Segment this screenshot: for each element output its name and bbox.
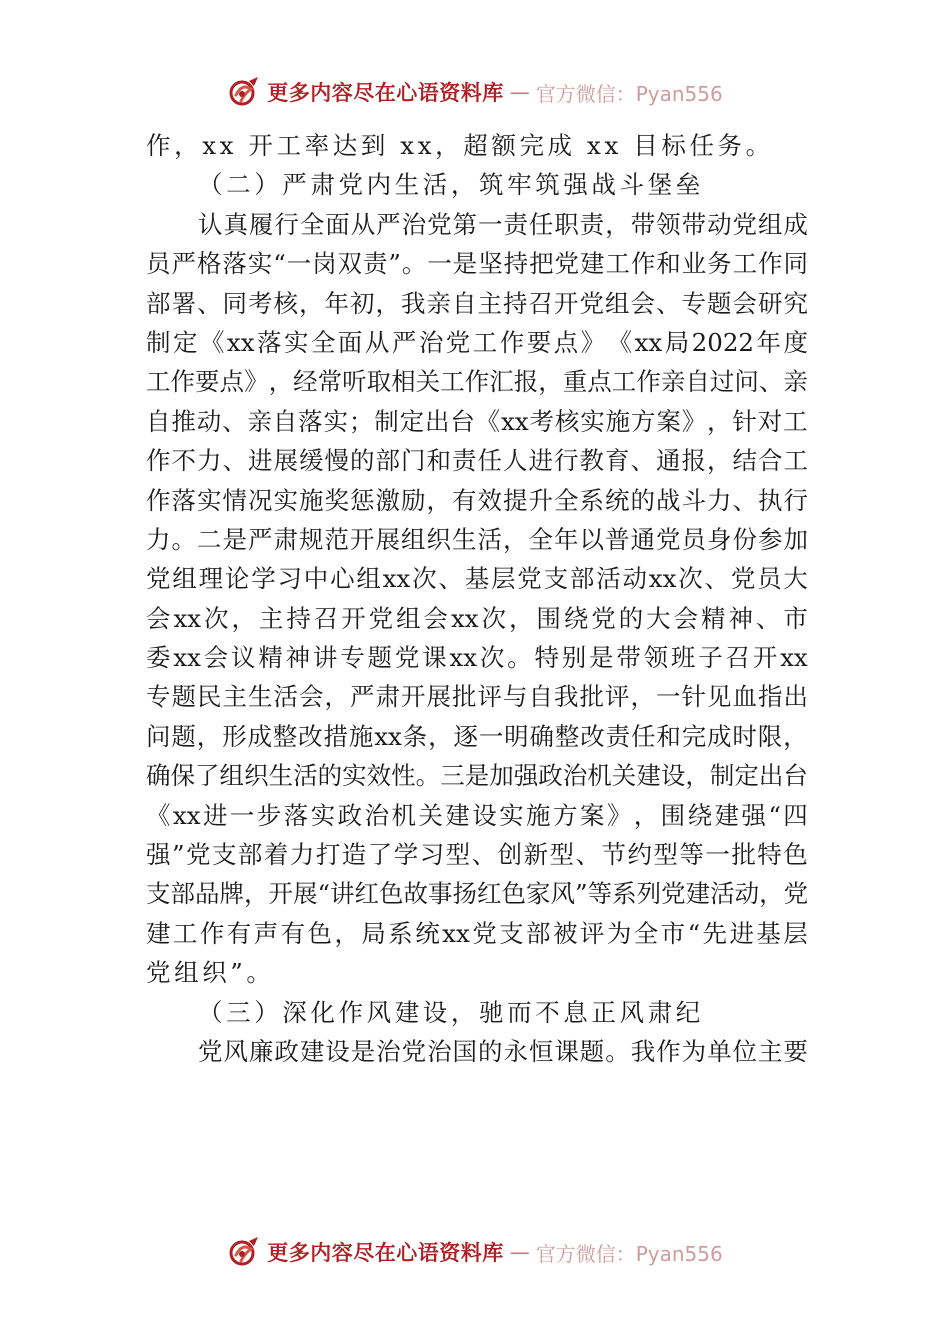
text-line: 力 。 二 是 严 肃 规 范 开 展 组 织 生 活 ， 全 年 以 普 通 党 员 身 份 参 加 bbox=[146, 524, 808, 554]
text-line: 会 xx 次 ， 主 持 召 开 党 组 会 xx 次 ， 围 绕 党 的 大 会 精 神 、 市 bbox=[146, 603, 808, 633]
text-line: 委 xx 会 议 精 神 讲 专 题 党 课 xx 次 。 特 别 是 带 领 班 子 召 开 xx bbox=[146, 643, 808, 673]
header-banner bbox=[0, 72, 950, 112]
text-line: 党 组 理 论 学 习 中 心 组 xx 次 、 基 层 党 支 部 活 动 xx 次 、 党 员 大 bbox=[146, 564, 808, 594]
banner-dash: — bbox=[509, 80, 530, 104]
text-line: 员 严 格 落 实 “ 一 岗 双 责 ” 。 一 是 坚 持 把 党 建 工 作 和 业 务 工 作 同 bbox=[146, 249, 808, 279]
section-heading: （二）严肃党内生活，筑牢筑强战斗堡垒 bbox=[198, 170, 704, 200]
banner-main-text: 更多内容尽在心语资料库 bbox=[267, 80, 504, 105]
text-line: 工 作 要 点 》 ， 经 常 听 取 相 关 工 作 汇 报 ， 重 点 工 作 亲 自 过 问 、 亲 bbox=[146, 367, 808, 397]
text-line: 党 风 廉 政 建 设 是 治 党 治 国 的 永 恒 课 题 。 我 作 为 单 位 主 要 bbox=[198, 1036, 808, 1066]
footer-banner bbox=[0, 1232, 950, 1272]
text-line: 党组织”。 bbox=[146, 958, 275, 988]
text-line: 作，xx 开工率达到 xx，超额完成 xx 目标任务。 bbox=[146, 131, 774, 160]
text-line: 作 落 实 情 况 实 施 奖 惩 激 励 ， 有 效 提 升 全 系 统 的 战 斗 力 、 执 行 bbox=[146, 485, 808, 515]
text-line: 建 工 作 有 声 有 色 ， 局 系 统 xx 党 支 部 被 评 为 全 市 “ 先 进 基 层 bbox=[146, 918, 808, 948]
text-line: 《 xx 进 一 步 落 实 政 治 机 关 建 设 实 施 方 案 》 ， 围 绕 建 强 “ 四 bbox=[146, 800, 808, 830]
text-line: 支 部 品 牌 ， 开 展 “ 讲 红 色 故 事 扬 红 色 家 风 ” 等 系 列 党 建 活 动 ， 党 bbox=[146, 879, 809, 909]
swirl-logo-icon bbox=[227, 1235, 261, 1269]
swirl-logo-icon bbox=[227, 75, 261, 109]
text-line: 确 保 了 组 织 生 活 的 实 效 性 。 三 是 加 强 政 治 机 关 建 设 ， 制 定 出 台 bbox=[146, 761, 808, 791]
text-line: 制 定 《 xx 落 实 全 面 从 严 治 党 工 作 要 点 》 《 xx 局 2022 年 度 bbox=[146, 327, 808, 357]
banner-contact-text: 官方微信：Pyan556 bbox=[535, 1241, 723, 1266]
banner-contact-text: 官方微信：Pyan556 bbox=[535, 81, 723, 106]
banner-main-text: 更多内容尽在心语资料库 bbox=[267, 1240, 504, 1265]
section-heading: （三）深化作风建设，驰而不息正风肃纪 bbox=[198, 997, 704, 1027]
text-line: 认 真 履 行 全 面 从 严 治 党 第 一 责 任 职 责 ， 带 领 带 动 党 组 成 bbox=[198, 209, 808, 239]
document-body bbox=[146, 126, 808, 1071]
text-line: 强 ” 党 支 部 着 力 打 造 了 学 习 型 、 创 新 型 、 节 约 型 等 一 批 特 色 bbox=[146, 840, 808, 870]
text-line: 专 题 民 主 生 活 会 ， 严 肃 开 展 批 评 与 自 我 批 评 ， 一 针 见 血 指 出 bbox=[146, 682, 808, 712]
text-line: 自 推 动 、 亲 自 落 实 ； 制 定 出 台 《 xx 考 核 实 施 方 案 》 ， 针 对 工 bbox=[146, 406, 808, 436]
text-line: 作 不 力 、 进 展 缓 慢 的 部 门 和 责 任 人 进 行 教 育 、 通 报 ， 结 合 工 bbox=[146, 446, 808, 476]
banner-dash: — bbox=[509, 1240, 530, 1264]
text-line: 问 题 ， 形 成 整 改 措 施 xx 条 ， 逐 一 明 确 整 改 责 任 和 完 成 时 限 ， bbox=[146, 721, 808, 751]
text-line: 部 署 、 同 考 核 ， 年 初 ， 我 亲 自 主 持 召 开 党 组 会 、 专 题 会 研 究 bbox=[146, 288, 808, 318]
